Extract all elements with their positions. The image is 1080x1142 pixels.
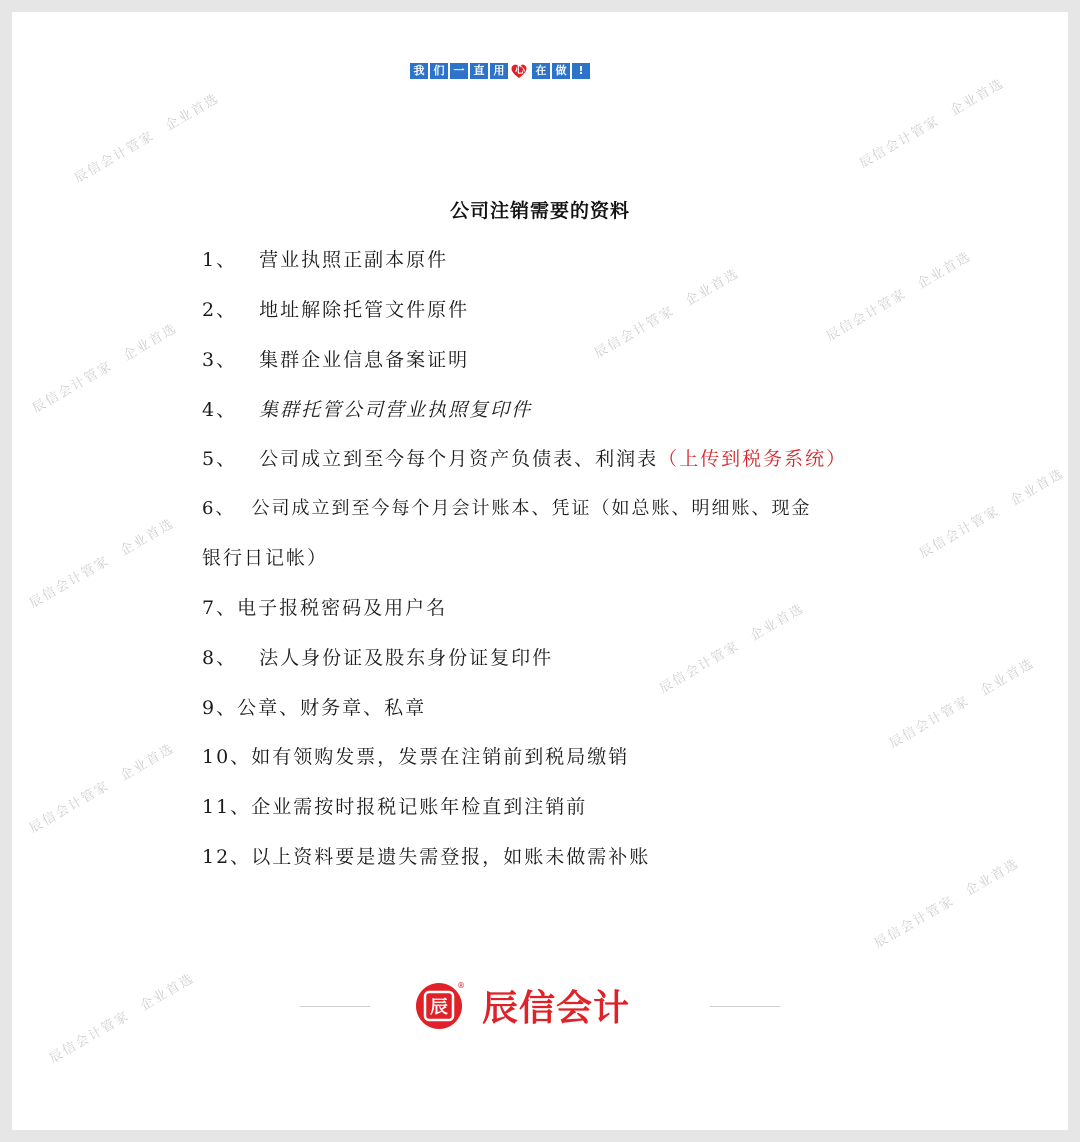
slogan-char: ! xyxy=(572,63,590,79)
list-item: 10、如有领购发票，发票在注销前到税局缴销 xyxy=(202,746,630,768)
list-item: 12、以上资料要是遗失需登报，如账未做需补账 xyxy=(202,846,651,868)
watermark: 辰信会计管家 企业首选 xyxy=(27,740,178,837)
watermark: 辰信会计管家 企业首选 xyxy=(657,600,808,697)
slogan-banner xyxy=(410,62,590,80)
list-item: 5、 公司成立到至今每个月资产负债表、利润表（上传到税务系统） xyxy=(202,448,848,470)
upload-note: （上传到税务系统） xyxy=(658,448,848,470)
list-item-continuation: 银行日记帐） xyxy=(202,547,329,569)
slogan-char: 直 xyxy=(470,63,488,79)
watermark: 辰信会计管家 企业首选 xyxy=(72,90,223,187)
footer-divider-left xyxy=(300,1006,370,1007)
watermark: 辰信会计管家 企业首选 xyxy=(592,265,743,362)
document-page xyxy=(12,12,1068,1130)
brand-name: 辰信会计 xyxy=(482,988,631,1029)
brand-logo-icon xyxy=(414,980,464,1030)
list-item: 4、 集群托管公司营业执照复印件 xyxy=(202,399,533,421)
slogan-char: 用 xyxy=(490,63,508,79)
list-item: 11、企业需按时报税记账年检直到注销前 xyxy=(202,796,588,818)
watermark: 辰信会计管家 企业首选 xyxy=(30,320,181,417)
document-title: 公司注销需要的资料 xyxy=(449,200,630,222)
watermark: 辰信会计管家 企业首选 xyxy=(887,655,1038,752)
list-item: 6、 公司成立到至今每个月会计账本、凭证（如总账、明细账、现金 xyxy=(202,498,812,519)
list-item: 1、 营业执照正副本原件 xyxy=(202,249,449,271)
watermark: 辰信会计管家 企业首选 xyxy=(872,855,1023,952)
slogan-char: 做 xyxy=(552,63,570,79)
registered-mark: ® xyxy=(457,981,465,990)
list-item: 3、 集群企业信息备案证明 xyxy=(202,349,470,371)
slogan-char: 心 xyxy=(515,65,525,76)
list-item: 7、电子报税密码及用户名 xyxy=(202,597,448,619)
list-item: 2、 地址解除托管文件原件 xyxy=(202,299,470,321)
slogan-char: 一 xyxy=(450,63,468,79)
watermark: 辰信会计管家 企业首选 xyxy=(27,515,178,612)
slogan-char: 们 xyxy=(430,63,448,79)
slogan-char: 我 xyxy=(410,63,428,79)
watermark: 辰信会计管家 企业首选 xyxy=(857,75,1008,172)
footer-divider-right xyxy=(710,1006,780,1007)
list-item: 8、 法人身份证及股东身份证复印件 xyxy=(202,647,554,669)
list-item: 9、公章、财务章、私章 xyxy=(202,697,427,719)
watermark: 辰信会计管家 企业首选 xyxy=(917,465,1068,562)
watermark: 辰信会计管家 企业首选 xyxy=(824,248,975,345)
logo-glyph: 辰 xyxy=(430,997,448,1018)
heart-icon xyxy=(510,62,530,80)
slogan-char: 在 xyxy=(532,63,550,79)
watermark: 辰信会计管家 企业首选 xyxy=(47,970,198,1067)
